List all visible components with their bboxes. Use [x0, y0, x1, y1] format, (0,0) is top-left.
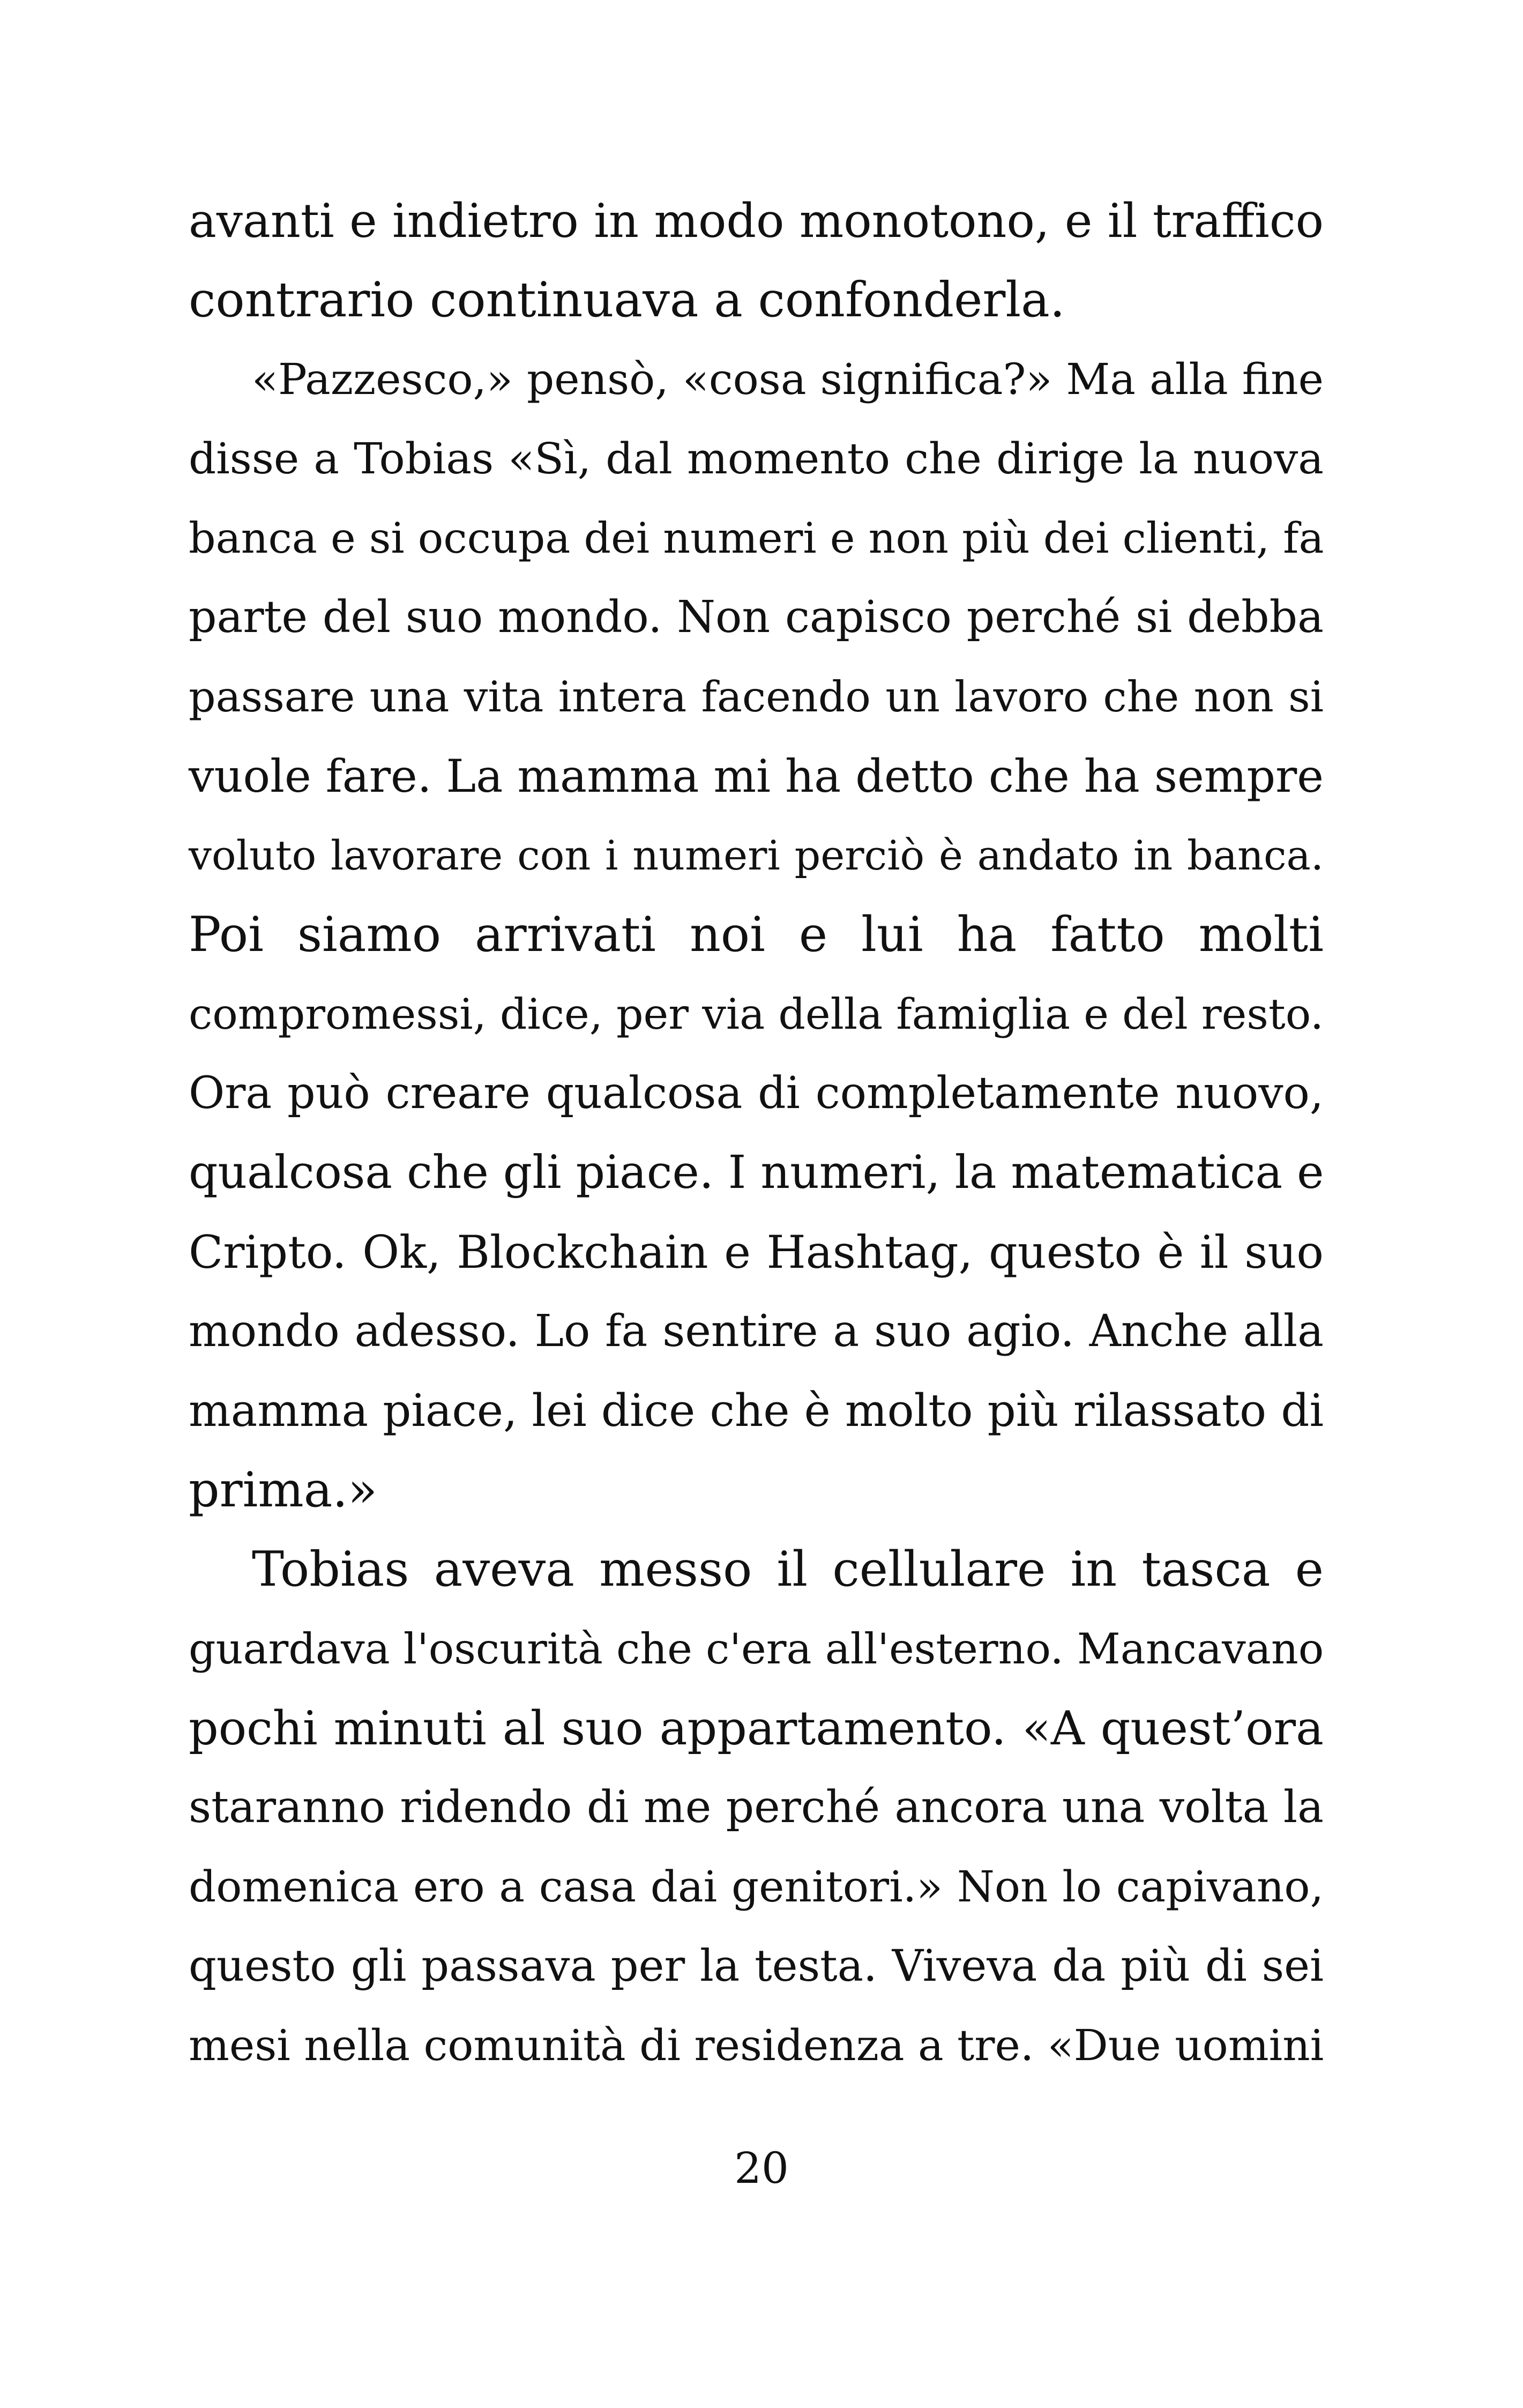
text-line: qualcosa che gli piace. I numeri, la matematica e	[189, 1146, 1324, 1199]
text-line: domenica ero a casa dai genitori.» Non lo capivano,	[189, 1862, 1324, 1912]
text-line: parte del suo mondo. Non capisco perché si debba	[189, 592, 1324, 643]
text-line: mesi nella comunità di residenza a tre. «Due uomini	[189, 2020, 1324, 2070]
text-line: «Pazzesco,» pensò, «cosa significa?» Ma alla fine	[252, 354, 1324, 404]
text-line: disse a Tobias «Sì, dal momento che dirige la nuova	[189, 434, 1324, 484]
page-number: 20	[734, 2143, 789, 2193]
text-line: Tobias aveva messo il cellulare in tasca e	[252, 1541, 1324, 1597]
text-line: banca e si occupa dei numeri e non più dei clienti, fa	[189, 514, 1324, 563]
text-line: compromessi, dice, per via della famiglia e del resto.	[189, 990, 1324, 1039]
text-line: prima.»	[189, 1462, 378, 1518]
text-line: Poi siamo arrivati noi e lui ha fatto molti	[189, 906, 1324, 963]
text-line: pochi minuti al suo appartamento. «A quest’ora	[189, 1701, 1324, 1756]
text-line: mondo adesso. Lo fa sentire a suo agio. Anche alla	[189, 1306, 1324, 1357]
text-line: Cripto. Ok, Blockchain e Hashtag, questo è il suo	[189, 1226, 1324, 1279]
text-line: staranno ridendo di me perché ancora una volta la	[189, 1782, 1324, 1833]
text-line: Ora può creare qualcosa di completamente nuovo,	[189, 1068, 1324, 1119]
body-text	[189, 181, 1324, 2085]
text-line: voluto lavorare con i numeri perciò è andato in banca.	[189, 831, 1324, 879]
text-line: questo gli passava per la testa. Viveva da più di sei	[189, 1941, 1324, 1991]
text-line: vuole fare. La mamma mi ha detto che ha sempre	[189, 750, 1324, 802]
text-line: passare una vita intera facendo un lavoro che non si	[189, 672, 1324, 722]
text-line: avanti e indietro in modo monotono, e il traffico	[189, 194, 1324, 248]
text-line: guardava l'oscurità che c'era all'esterno. Mancavano	[189, 1624, 1324, 1674]
text-line: contrario continuava a confonderla.	[189, 272, 1065, 328]
text-line: mamma piace, lei dice che è molto più rilassato di	[189, 1385, 1324, 1437]
